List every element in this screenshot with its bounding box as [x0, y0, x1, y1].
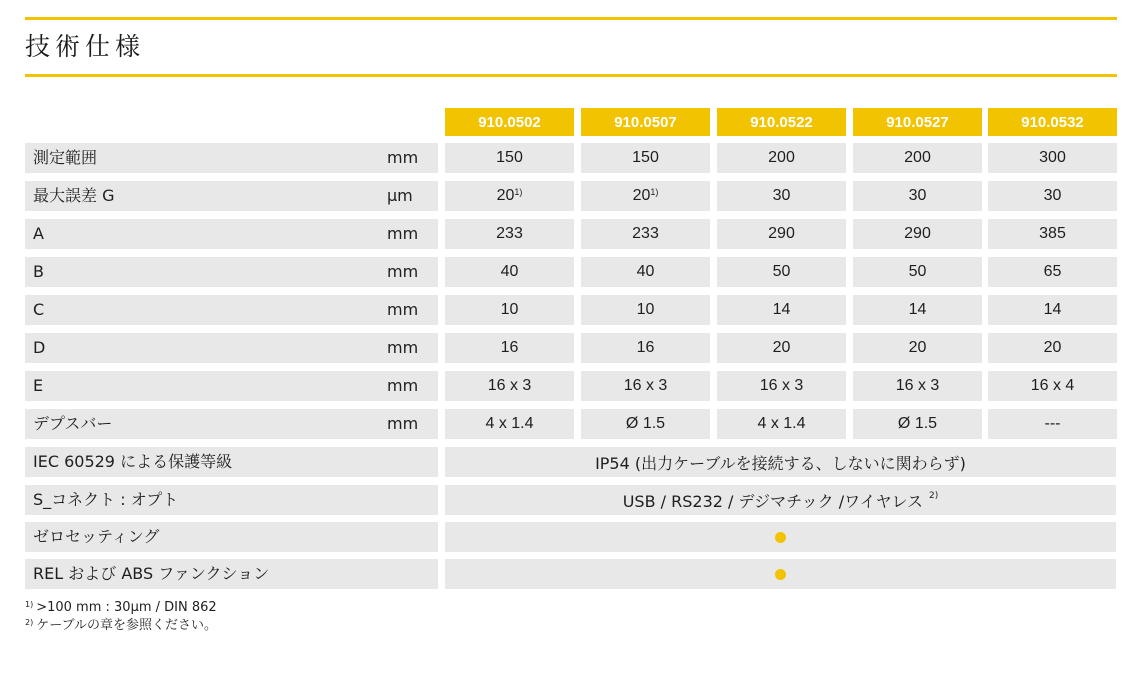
value-text: 10	[500, 301, 519, 318]
value-text: 233	[496, 225, 523, 242]
value-cell	[581, 371, 710, 401]
value-cell	[988, 181, 1117, 211]
yes-dot-icon	[775, 569, 786, 580]
row-label-cell	[25, 333, 438, 363]
value-text: 16 x 3	[759, 377, 804, 394]
row-label: E	[33, 376, 44, 395]
value-cell	[853, 143, 982, 173]
page-title: 技術仕様	[25, 32, 146, 61]
footnote-ref: 1)	[650, 187, 659, 197]
value-cell	[988, 371, 1117, 401]
value-text: 50	[908, 263, 927, 280]
value-text: 30	[908, 187, 927, 204]
value-text: ---	[1044, 415, 1061, 432]
spanned-value-cell	[445, 447, 1116, 477]
value-text: 30	[1043, 187, 1062, 204]
value-cell	[853, 295, 982, 325]
spanned-value-cell	[445, 485, 1116, 515]
value-text: 16 x 3	[895, 377, 940, 394]
value-cell	[445, 333, 574, 363]
value-cell	[717, 295, 846, 325]
value-cell	[853, 219, 982, 249]
value-text: 30	[772, 187, 791, 204]
value-cell	[988, 143, 1117, 173]
row-label: デプスバー	[33, 414, 113, 433]
feature-available-cell	[445, 522, 1116, 552]
value-text: 65	[1043, 263, 1062, 280]
value-cell	[445, 143, 574, 173]
value-text: 150	[632, 149, 659, 166]
row-label-cell	[25, 522, 438, 552]
value-text: 20	[632, 187, 651, 204]
spec-row	[0, 181, 1133, 211]
row-unit: mm	[387, 262, 419, 281]
model-header: 910.0507	[581, 108, 710, 136]
value-text: 14	[772, 301, 791, 318]
value-text: 290	[768, 225, 795, 242]
value-cell	[717, 257, 846, 287]
spanned-value-text: IP54 (出力ケーブルを接続する、しないに関わらず)	[595, 453, 966, 473]
value-text: 4 x 1.4	[485, 415, 534, 432]
value-cell	[717, 143, 846, 173]
footnote	[25, 617, 217, 635]
footnotes	[25, 599, 217, 635]
row-label-cell	[25, 409, 438, 439]
value-cell	[581, 219, 710, 249]
value-text: 10	[636, 301, 655, 318]
value-text: 16	[636, 339, 655, 356]
row-label-cell	[25, 143, 438, 173]
value-cell	[581, 257, 710, 287]
row-unit: μm	[387, 186, 413, 205]
value-text: 40	[500, 263, 519, 280]
model-header: 910.0502	[445, 108, 574, 136]
row-label: B	[33, 262, 44, 281]
row-label-cell	[25, 181, 438, 211]
title-underline	[25, 74, 1117, 77]
value-cell	[717, 333, 846, 363]
value-cell	[445, 371, 574, 401]
footnote-text: >100 mm : 30μm / DIN 862	[36, 600, 217, 615]
row-unit: mm	[387, 338, 419, 357]
spec-row	[0, 333, 1133, 363]
value-text: 16	[500, 339, 519, 356]
value-text: 200	[768, 149, 795, 166]
row-label: 最大誤差 G	[33, 186, 115, 205]
value-cell	[445, 409, 574, 439]
value-cell	[717, 181, 846, 211]
value-text: Ø 1.5	[625, 415, 666, 432]
footnote-text: ケーブルの章を参照ください。	[36, 618, 218, 633]
footnote-mark: 1)	[25, 600, 34, 609]
value-cell	[581, 181, 710, 211]
yes-dot-icon	[775, 532, 786, 543]
value-cell	[581, 409, 710, 439]
value-cell	[988, 257, 1117, 287]
value-text: Ø 1.5	[897, 415, 938, 432]
spec-row	[0, 257, 1133, 287]
value-cell	[445, 181, 574, 211]
spec-row	[0, 143, 1133, 173]
value-text: 4 x 1.4	[757, 415, 806, 432]
value-text: 14	[908, 301, 927, 318]
value-text: 50	[772, 263, 791, 280]
spec-row	[0, 295, 1133, 325]
row-label-cell	[25, 447, 438, 477]
spec-row	[0, 522, 1133, 552]
row-label: ゼロセッティング	[33, 527, 160, 546]
row-label: IEC 60529 による保護等級	[33, 452, 233, 471]
row-label: D	[33, 338, 46, 357]
top-rule	[25, 17, 1117, 20]
value-cell	[445, 219, 574, 249]
row-label-cell	[25, 371, 438, 401]
footnote-ref: 1)	[514, 187, 523, 197]
row-unit: mm	[387, 148, 419, 167]
footnote-mark: 2)	[25, 618, 34, 627]
row-unit: mm	[387, 376, 419, 395]
row-label-cell	[25, 257, 438, 287]
value-cell	[988, 219, 1117, 249]
spec-row	[0, 219, 1133, 249]
value-cell	[853, 257, 982, 287]
value-text: 150	[496, 149, 523, 166]
value-cell	[717, 219, 846, 249]
spec-row	[0, 371, 1133, 401]
model-header: 910.0527	[853, 108, 982, 136]
value-text: 385	[1039, 225, 1066, 242]
value-cell	[581, 333, 710, 363]
row-label: C	[33, 300, 45, 319]
row-unit: mm	[387, 224, 419, 243]
value-text: 16 x 3	[487, 377, 532, 394]
value-text: 290	[904, 225, 931, 242]
row-label-cell	[25, 559, 438, 589]
spec-row	[0, 447, 1133, 477]
value-cell	[853, 371, 982, 401]
value-cell	[853, 181, 982, 211]
feature-available-cell	[445, 559, 1116, 589]
spec-row	[0, 559, 1133, 589]
footnote-ref: 2)	[929, 491, 939, 501]
value-text: 14	[1043, 301, 1062, 318]
value-cell	[988, 409, 1117, 439]
row-label-cell	[25, 219, 438, 249]
value-cell	[988, 333, 1117, 363]
value-cell	[581, 143, 710, 173]
row-label: REL および ABS ファンクション	[33, 564, 270, 583]
value-cell	[988, 295, 1117, 325]
value-text: 200	[904, 149, 931, 166]
model-header-row	[0, 108, 1133, 136]
row-label-cell	[25, 485, 438, 515]
value-text: 300	[1039, 149, 1066, 166]
row-label: 測定範囲	[33, 148, 98, 167]
spanned-value-text: USB / RS232 / デジマチック /ワイヤレス	[622, 491, 924, 511]
model-header: 910.0532	[988, 108, 1117, 136]
value-text: 20	[908, 339, 927, 356]
value-text: 20	[772, 339, 791, 356]
value-text: 20	[496, 187, 515, 204]
value-text: 16 x 3	[623, 377, 668, 394]
value-cell	[445, 257, 574, 287]
value-text: 40	[636, 263, 655, 280]
value-text: 20	[1043, 339, 1062, 356]
value-cell	[853, 333, 982, 363]
footnote	[25, 599, 217, 617]
row-label-cell	[25, 295, 438, 325]
value-cell	[581, 295, 710, 325]
value-cell	[445, 295, 574, 325]
row-label: A	[33, 224, 44, 243]
value-text: 233	[632, 225, 659, 242]
spec-row	[0, 485, 1133, 515]
row-unit: mm	[387, 300, 419, 319]
row-label: S_コネクト : オプト	[33, 490, 179, 509]
value-cell	[853, 409, 982, 439]
value-text: 16 x 4	[1030, 377, 1075, 394]
row-unit: mm	[387, 414, 419, 433]
value-cell	[717, 371, 846, 401]
model-header: 910.0522	[717, 108, 846, 136]
value-cell	[717, 409, 846, 439]
spec-row	[0, 409, 1133, 439]
